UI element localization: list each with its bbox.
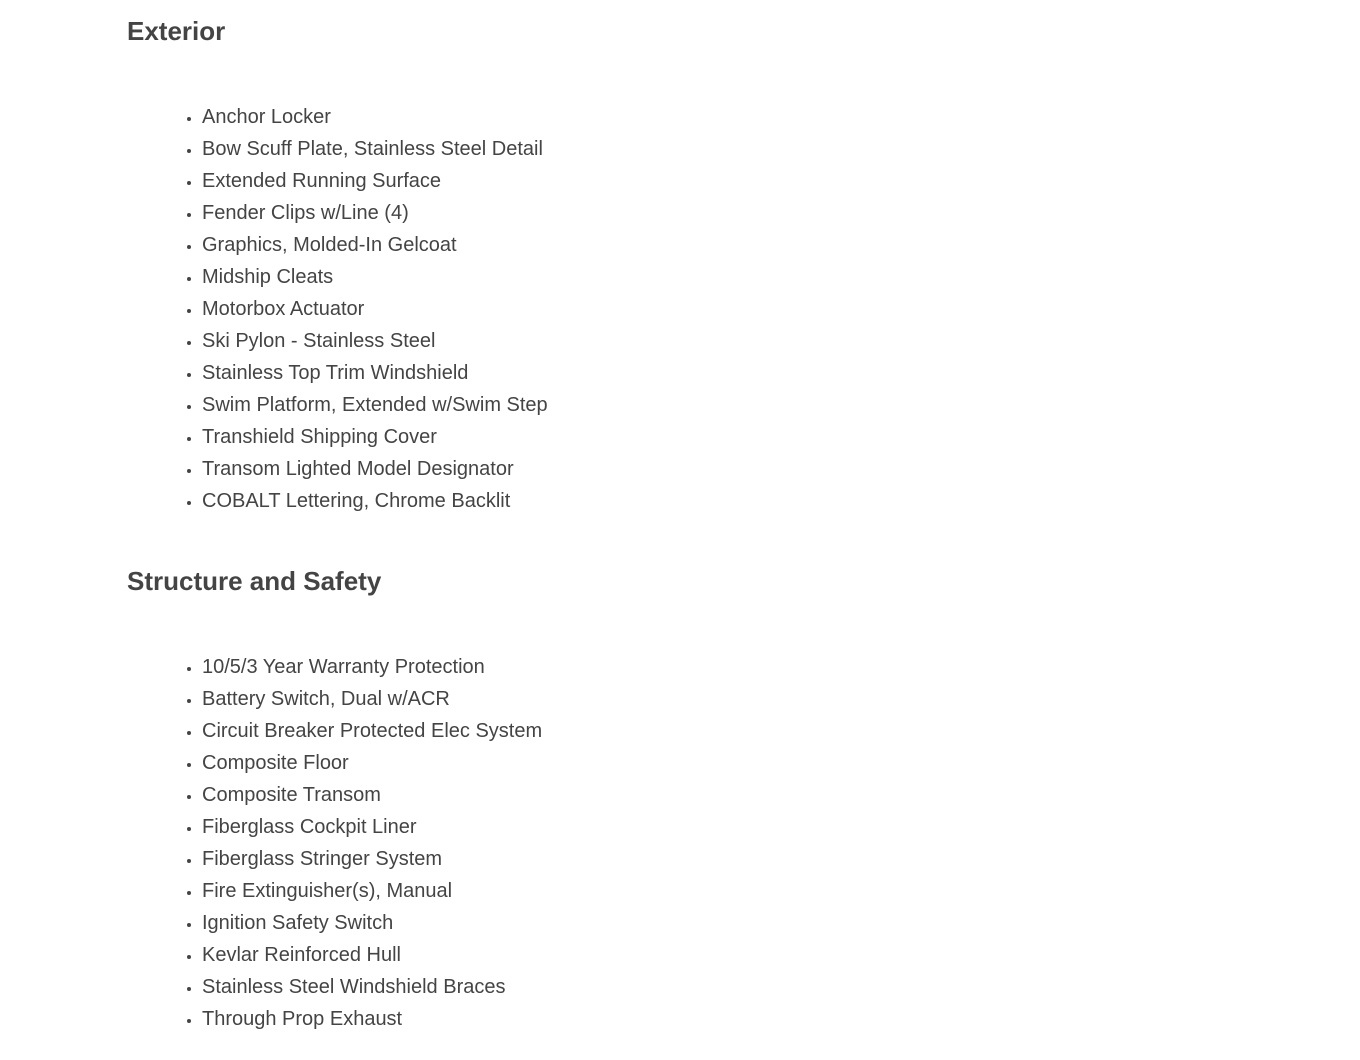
- list-item: • Transom Lighted Model Designator: [202, 453, 1102, 485]
- list-item: • Circuit Breaker Protected Elec System: [202, 715, 1102, 747]
- list-item: • COBALT Lettering, Chrome Backlit: [202, 485, 1102, 517]
- section-title-exterior: Exterior: [127, 16, 226, 46]
- list-item: • Swim Platform, Extended w/Swim Step: [202, 389, 1102, 421]
- list-item: • Fire Extinguisher(s), Manual: [202, 875, 1102, 907]
- list-item: • Anchor Locker: [202, 101, 1102, 133]
- list-item: • Extended Running Surface: [202, 165, 1102, 197]
- list-item: • Ski Pylon - Stainless Steel: [202, 325, 1102, 357]
- list-item: • Bow Scuff Plate, Stainless Steel Detail: [202, 133, 1102, 165]
- list-item: • Through Prop Exhaust: [202, 1003, 1102, 1035]
- list-item: • Stainless Top Trim Windshield: [202, 357, 1102, 389]
- list-item: • Motorbox Actuator: [202, 293, 1102, 325]
- feature-list-structure-and-safety: [127, 651, 1102, 1035]
- list-item: • Composite Floor: [202, 747, 1102, 779]
- feature-list-exterior: [127, 101, 1102, 517]
- section-title-structure-and-safety: Structure and Safety: [127, 566, 382, 596]
- list-item: • Battery Switch, Dual w/ACR: [202, 683, 1102, 715]
- list-item: • Stainless Steel Windshield Braces: [202, 971, 1102, 1003]
- list-item: • Ignition Safety Switch: [202, 907, 1102, 939]
- list-item: • Transhield Shipping Cover: [202, 421, 1102, 453]
- list-item: • Fiberglass Stringer System: [202, 843, 1102, 875]
- list-item: • Fender Clips w/Line (4): [202, 197, 1102, 229]
- list-item: • 10/5/3 Year Warranty Protection: [202, 651, 1102, 683]
- list-item: • Graphics, Molded-In Gelcoat: [202, 229, 1102, 261]
- list-item: • Kevlar Reinforced Hull: [202, 939, 1102, 971]
- list-item: • Midship Cleats: [202, 261, 1102, 293]
- list-item: • Composite Transom: [202, 779, 1102, 811]
- list-item: • Fiberglass Cockpit Liner: [202, 811, 1102, 843]
